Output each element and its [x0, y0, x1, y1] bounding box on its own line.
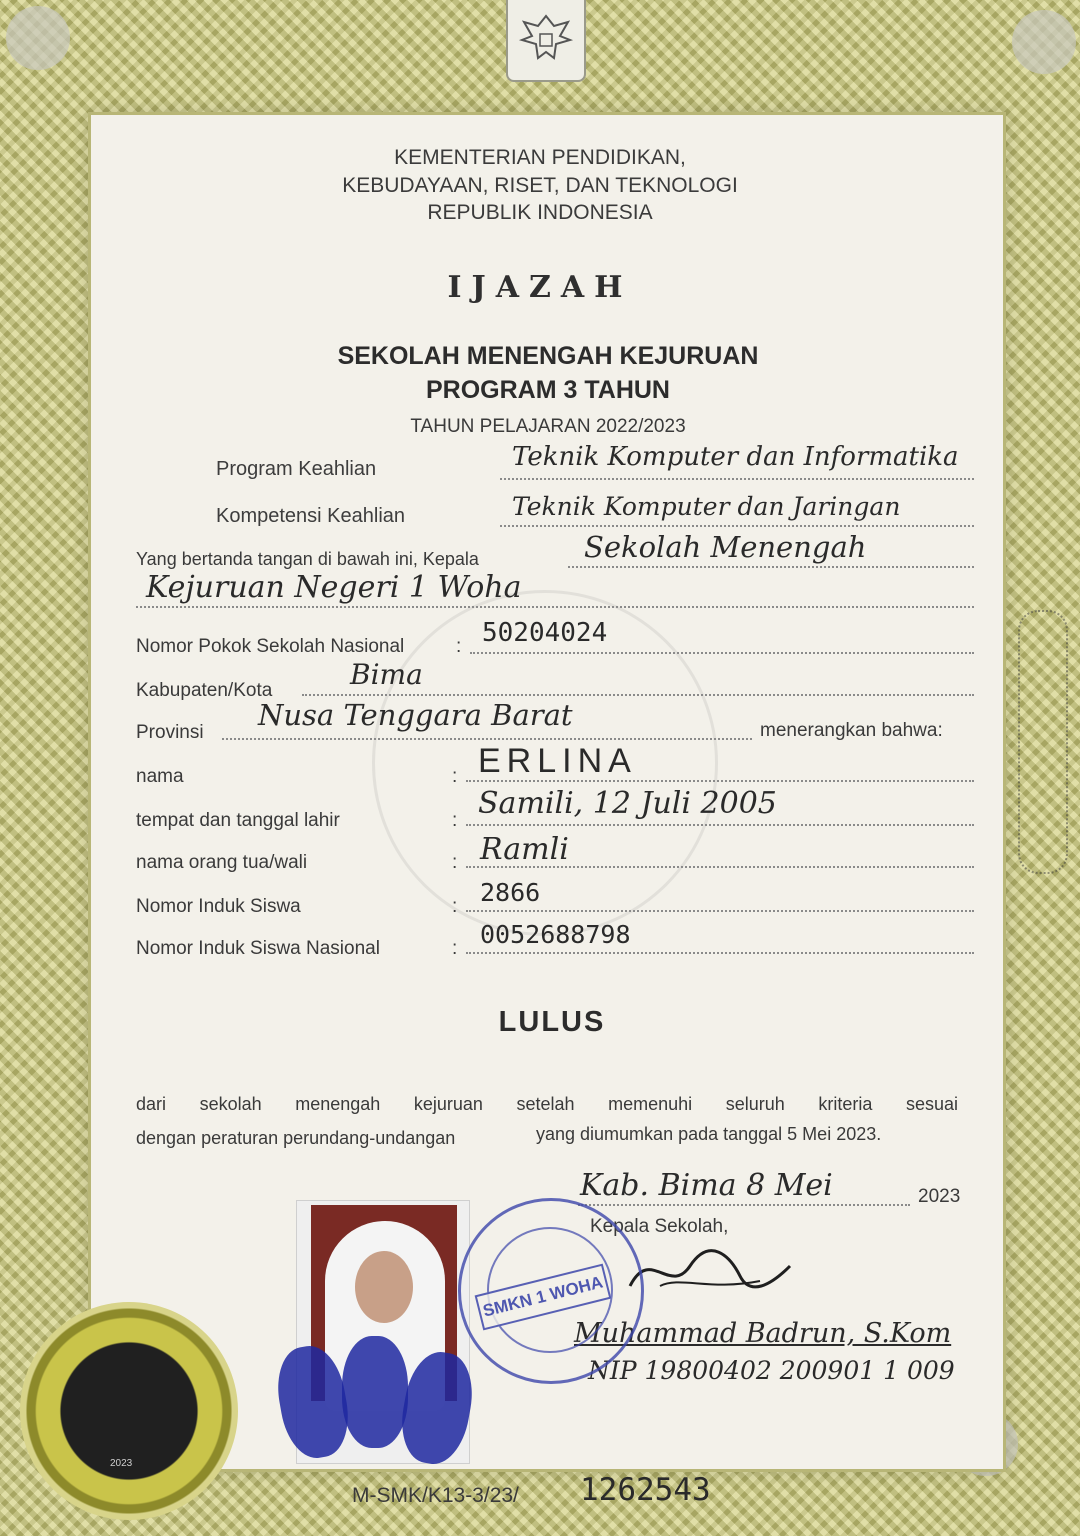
- serial-number: 1262543: [580, 1472, 711, 1508]
- program-keahlian-label: Program Keahlian: [216, 458, 377, 480]
- academic-year: TAHUN PELAJARAN 2022/2023: [410, 416, 686, 437]
- header-line-3: REPUBLIK INDONESIA: [427, 201, 653, 224]
- garuda-emblem-icon: [506, 0, 586, 82]
- menerangkan-text: menerangkan bahwa:: [760, 720, 943, 741]
- dotted-line: [466, 952, 974, 954]
- dotted-line: [466, 910, 974, 912]
- colon: :: [452, 766, 458, 787]
- colon: :: [452, 852, 458, 873]
- provinsi-label: Provinsi: [136, 722, 204, 743]
- header-line-1: KEMENTERIAN PENDIDIKAN,: [394, 146, 686, 169]
- statement-word: setelah: [516, 1094, 575, 1114]
- header-line-2: KEBUDAYAAN, RISET, DAN TEKNOLOGI: [342, 174, 738, 197]
- statement-word: kriteria: [818, 1094, 873, 1114]
- signature-name: Muhammad Badrun, S.Kom: [574, 1318, 952, 1349]
- dotted-line: [578, 1204, 910, 1206]
- document-title: IJAZAH: [447, 270, 633, 305]
- signature-place-date: Kab. Bima 8 Mei: [580, 1168, 833, 1203]
- result-lulus: LULUS: [498, 1006, 606, 1038]
- dotted-line: [568, 566, 974, 568]
- program-duration: PROGRAM 3 TAHUN: [426, 376, 670, 404]
- nama-label: nama: [136, 766, 184, 787]
- side-stamp: [1018, 610, 1068, 874]
- provinsi-value: Nusa Tenggara Barat: [258, 698, 573, 732]
- statement-word: sesuai: [905, 1094, 958, 1114]
- seal-year: 2023: [110, 1458, 133, 1469]
- dotted-line: [136, 606, 974, 608]
- dotted-line: [470, 652, 974, 654]
- statement-line-2b: yang diumumkan pada tanggal 5 Mei 2023.: [536, 1124, 882, 1144]
- kompetensi-label: Kompetensi Keahlian: [216, 505, 406, 527]
- fingerprint-mark: [342, 1336, 408, 1448]
- colon: :: [456, 636, 462, 657]
- nisn-value: 0052688798: [480, 920, 631, 949]
- dotted-line: [500, 478, 974, 480]
- ttl-label: tempat dan tanggal lahir: [136, 810, 340, 831]
- statement-word: menengah: [295, 1094, 381, 1114]
- corner-ornament: [6, 6, 70, 70]
- dotted-line: [222, 738, 752, 740]
- corner-ornament: [1012, 10, 1076, 74]
- statement-word: seluruh: [725, 1094, 785, 1114]
- statement-word: kejuruan: [413, 1094, 483, 1114]
- kepala-value-1: Sekolah Menengah: [584, 530, 867, 564]
- signature-nip: NIP 19800402 200901 1 009: [588, 1356, 955, 1385]
- kompetensi-value: Teknik Komputer dan Jaringan: [512, 492, 901, 521]
- dotted-line: [466, 824, 974, 826]
- serial-prefix: M-SMK/K13-3/23/: [352, 1484, 519, 1507]
- ortu-label: nama orang tua/wali: [136, 852, 308, 873]
- program-keahlian-value: Teknik Komputer dan Informatika: [512, 442, 959, 472]
- stamp-text: SMKN 1 WOHA: [475, 1264, 612, 1331]
- signature-role: Kepala Sekolah,: [590, 1216, 729, 1237]
- signature-year: 2023: [918, 1186, 961, 1207]
- colon: :: [452, 896, 458, 917]
- kepala-label: Yang bertanda tangan di bawah ini, Kepala: [136, 549, 479, 569]
- statement-line-2a: dengan peraturan perundang-undangan: [136, 1128, 456, 1148]
- school-stamp: [458, 1198, 644, 1384]
- nisn-label: Nomor Induk Siswa Nasional: [136, 938, 380, 959]
- dotted-line: [302, 694, 974, 696]
- statement-word: sekolah: [199, 1094, 262, 1114]
- school-type: SEKOLAH MENENGAH KEJURUAN: [337, 342, 759, 370]
- kabupaten-value: Bima: [350, 658, 423, 691]
- npsn-value: 50204024: [482, 618, 608, 648]
- statement-word: dari: [136, 1094, 167, 1114]
- nis-label: Nomor Induk Siswa: [136, 896, 301, 917]
- ortu-value: Ramli: [480, 832, 569, 867]
- hologram-seal: [20, 1302, 238, 1520]
- kepala-value-2: Kejuruan Negeri 1 Woha: [146, 570, 522, 605]
- statement-word: memenuhi: [608, 1094, 693, 1114]
- colon: :: [452, 810, 458, 831]
- statement-line-1: [136, 1094, 958, 1115]
- kabupaten-label: Kabupaten/Kota: [136, 680, 273, 701]
- nis-value: 2866: [480, 878, 541, 907]
- signature-scribble: [620, 1236, 800, 1306]
- npsn-label: Nomor Pokok Sekolah Nasional: [136, 636, 405, 657]
- nama-value: ERLINA: [478, 742, 637, 780]
- colon: :: [452, 938, 458, 959]
- dotted-line: [500, 525, 974, 527]
- ttl-value: Samili, 12 Juli 2005: [478, 786, 777, 821]
